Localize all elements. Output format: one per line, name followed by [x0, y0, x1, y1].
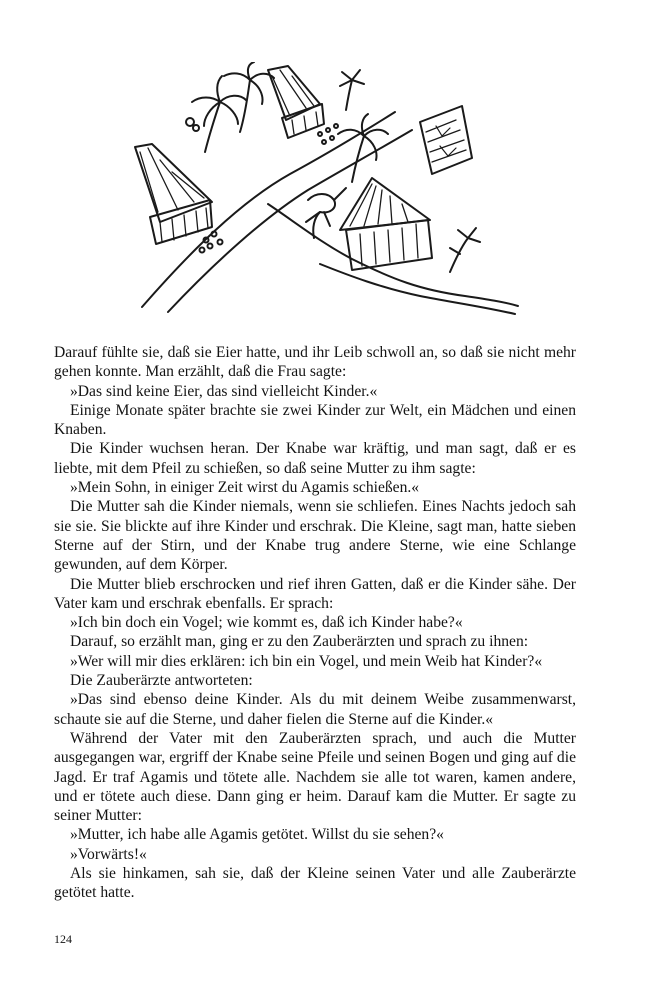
paragraph: Darauf, so erzählt man, ging er zu den Zauberärzten und sprach zu ihnen:	[70, 633, 529, 651]
village-river-drawing-icon	[120, 62, 520, 324]
paragraph: »Wer will mir dies erklären: ich bin ein Vogel, und mein Weib hat Kinder?«	[70, 652, 543, 670]
paragraph: Während der Vater mit den Zauberärzten sprach, und auch die Mutter ausgegangen war, ergriff der Knabe seine Pfeile und seinen Bogen und ging auf die Jagd. Er traf Agamis und tötete alle. Nachdem sie alle tot waren, kamen andere, und er tötete auch diese. Dann ging er heim. Darauf kam die Mutter. Er sagte zu seiner Mutter:	[54, 729, 576, 825]
paragraph: »Das sind ebenso deine Kinder. Als du mit deinem Weibe zusammenwarst, schaute sie auf die Sterne, und daher fielen die Sterne auf die Kinder.«	[54, 691, 576, 728]
paragraph: Als sie hinkamen, sah sie, daß der Kleine seinen Vater und alle Zauberärzte getötet hatte.	[54, 865, 576, 902]
paragraph: Die Mutter blieb erschrocken und rief ihren Gatten, daß er die Kinder sähe. Der Vater kam und erschrak ebenfalls. Er sprach:	[54, 575, 576, 612]
paragraph: Einige Monate später brachte sie zwei Kinder zur Welt, ein Mädchen und einen Knaben.	[54, 401, 576, 439]
paragraph: Die Kinder wuchsen heran. Der Knabe war kräftig, und man sagt, daß er es liebte, mit dem Pfeil zu schießen, so daß seine Mutter zu ihm sagte:	[54, 440, 576, 477]
paragraph: »Mein Sohn, in einiger Zeit wirst du Agamis schießen.«	[70, 479, 420, 497]
paragraph: »Das sind keine Eier, das sind vielleicht Kinder.«	[70, 382, 378, 400]
paragraph: Die Zauberärzte antworteten:	[70, 672, 253, 690]
paragraph: »Ich bin doch ein Vogel; wie kommt es, daß ich Kinder habe?«	[70, 614, 463, 632]
paragraph: Darauf fühlte sie, daß sie Eier hatte, und ihr Leib schwoll an, so daß sie nicht mehr gehen konnte. Man erzählt, daß die Frau sagte:	[54, 344, 576, 381]
page-number: 124	[54, 932, 72, 946]
village-illustration	[120, 62, 520, 324]
paragraph: »Mutter, ich habe alle Agamis getötet. Willst du sie sehen?«	[70, 826, 444, 844]
story-text	[54, 343, 576, 903]
paragraph: »Vorwärts!«	[70, 845, 147, 863]
paragraph: Die Mutter sah die Kinder niemals, wenn sie schliefen. Eines Nachts jedoch sah sie sie. Sie blickte auf ihre Kinder und erschrak. Die Kleine, sagt man, hatte sieben Sterne auf der Stirn, und der Knabe trug andere Sterne, wie eine Schlange gewunden, auf dem Körper.	[54, 498, 576, 574]
